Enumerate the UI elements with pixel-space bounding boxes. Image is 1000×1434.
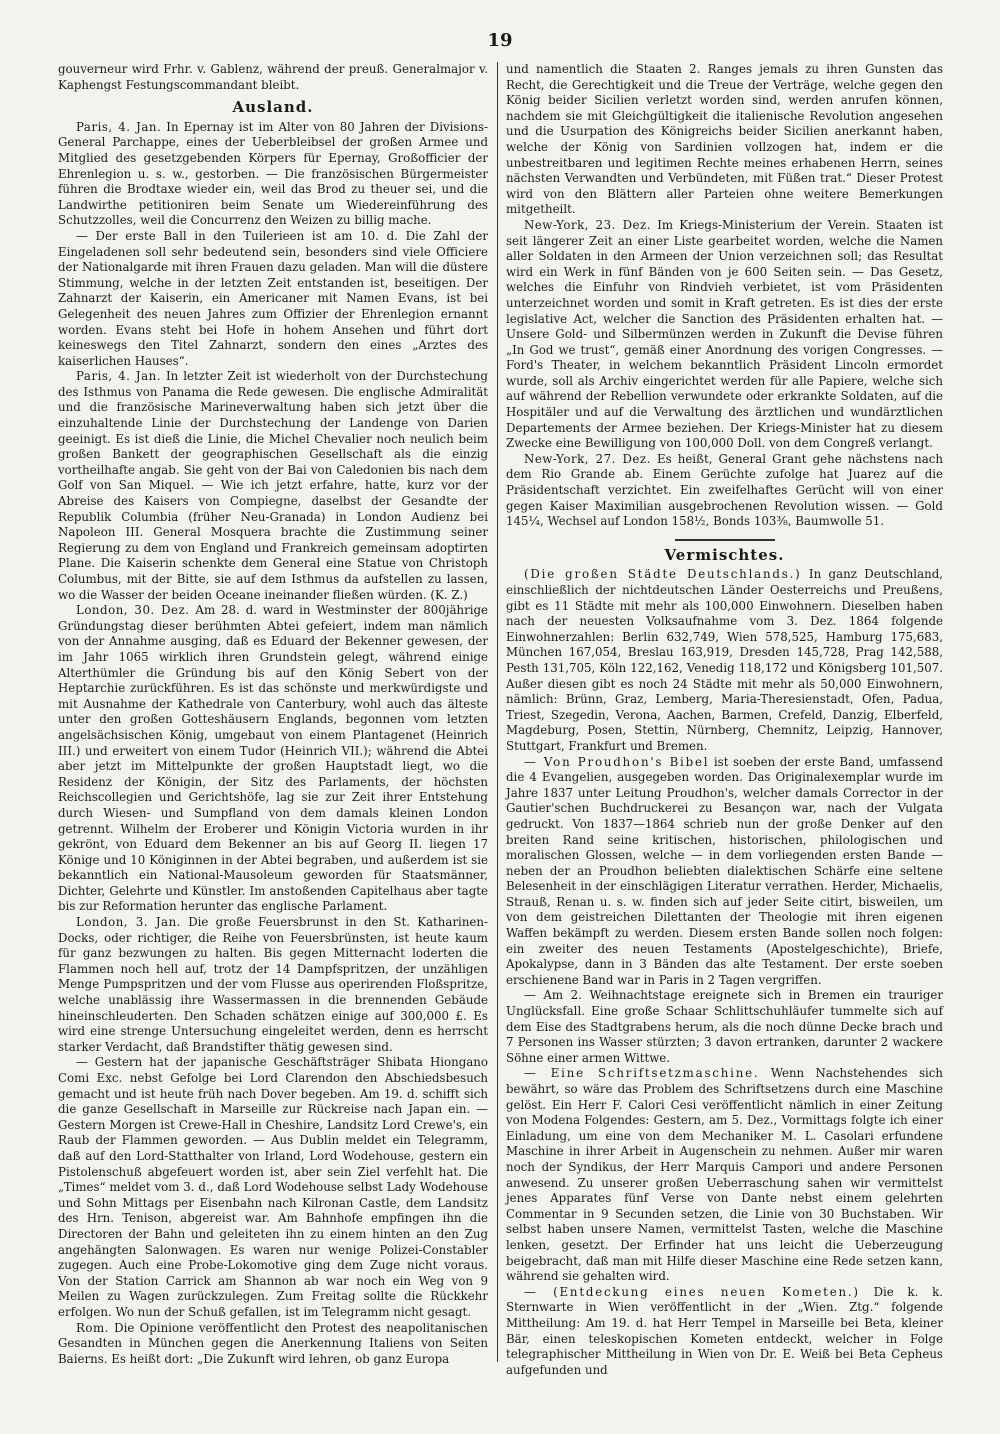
article-dateline: London, 30. Dez. xyxy=(76,603,190,618)
article xyxy=(58,120,488,229)
article xyxy=(58,915,488,1055)
misc-item-lead: (Die großen Städte Deutschlands.) xyxy=(524,567,802,582)
page-number: 19 xyxy=(487,30,513,51)
article-text: In letzter Zeit ist wiederholt von der Durchstechung des Isthmus von Panama die Rede gewesen. Die englische Admiralität und die französische Marineverwaltung haben sich jetzt über die einzuhaltende Linie der Durchstechung der Landenge von Darien geeinigt. Es ist dieß die Linie, die Michel Chevalier noch neulich beim großen Bankett der geographischen Gesellschaft als die einzig vortheilhafte angab. Sie geht von der Bai von Caledonien bis nach dem Golf von San Miquel. — Wie ich jetzt erfahre, hatte, kurz vor der Abreise des Kaisers von Compiegne, daselbst der Gesandte der Republik Columbia (früher Neu-Granada) in London Audienz bei Napoleon III. General Mosquera brachte die Zustimmung seiner Regierung zu dem von England und Frankreich gemeinsam adoptirten Plane. Die Kaiserin schenkte dem General eine Statue von Christoph Columbus, mit der Bitte, sie auf dem Isthmus da aufstellen zu lassen, wo die Wasser der beiden Oceane ineinander fließen würden. (K. Z.) xyxy=(58,369,488,602)
misc-item xyxy=(506,567,943,754)
misc-item-lead: — Am 2. Weihnachtstage xyxy=(524,988,685,1003)
misc-item xyxy=(506,988,943,1066)
section-heading-vermischtes: Vermischtes. xyxy=(664,545,785,564)
article-dateline: Rom. xyxy=(76,1320,109,1335)
article-text: und namentlich die Staaten 2. Ranges jemals zu ihren Gunsten das Recht, die Gerechtigkeit und die Treue der Verträge, welche gegen den König beider Sicilien verletzt worden sind, werden anrufen können, nachdem sie mit Gleichgültigkeit die italienische Revolution angesehen und die Usurpation des Königreichs beider Sicilien anerkannt haben, welche der König von Sardinien vollzogen hat, indem er die unbestreitbaren und legitimen Rechte meines erhabenen Herrn, seines nächsten Verwandten und Verbündeten, mit Füßen trat.“ Dieser Protest wird von den Blättern aller Parteien ohne weitere Bemerkungen mitgetheilt. xyxy=(506,62,943,217)
section-heading-ausland: Ausland. xyxy=(232,98,314,117)
right-column xyxy=(506,62,943,1378)
article xyxy=(58,1055,488,1320)
article-text: In Epernay ist im Alter von 80 Jahren der Divisions-General Parchappe, eines der Ueberbleibsel der großen Armee und Mitglied des gesetzgebenden Körpers für Epernay, Großofficier der Ehrenlegion u. s. w., gestorben. — Die französischen Bürgermeister führen die Brodtaxe wieder ein, weil das Brod zu theuer sei, und die Landwirthe petitioniren beim Senate um Wiedereinführung des Schutzzolles, weil die Concurrenz den Weizen zu billig mache. xyxy=(58,119,488,228)
article xyxy=(58,229,488,369)
article-text: Im Kriegs-Ministerium der Verein. Staaten ist seit längerer Zeit an einer Liste gearbeitet worden, welche die Namen aller Soldaten in den Armeen der Union verzeichnen soll; das Resultat wird ein Werk in fünf Bänden von je 600 Seiten sein. — Das Gesetz, welches die Einfuhr von Rindvieh verbietet, ist vom Präsidenten unterzeichnet worden und somit in Kraft getreten. Es ist dies der erste legislative Act, welcher die Sanction des Präsidenten erhalten hat. — Unsere Gold- und Silbermünzen werden in Zukunft die Devise führen „In God we trust“, gemäß einer Anordnung des vorigen Congresses. — Ford's Theater, in welchem bekanntlich Präsident Lincoln ermordet wurde, soll als Archiv eingerichtet werden für alle Papiere, welche sich auf während der Rebellion verwundete oder erkrankte Soldaten, auf die Hospitäler und auf die Verwaltung des ärztlichen und wundärztlichen Departements der Armee beziehen. Der Kriegs-Minister hat zu diesem Zwecke eine Bewilligung von 100,000 Doll. von dem Congreß verlangt. xyxy=(506,217,943,451)
misc-item-text: ereignete sich in Bremen ein trauriger Unglücksfall. Eine große Schaar Schlittschuhläufer tummelte sich auf dem Eise des Stadtgrabens herum, als die noch dünne Decke brach und 7 Personen ins Wasser stürzten; 3 davon ertranken, darunter 2 wackere Söhne einer armen Wittwe. xyxy=(506,988,944,1065)
article-text: Es heißt, General Grant gehe nächstens nach dem Rio Grande ab. Einem Gerüchte zufolge hat Juarez auf die Präsidentschaft verzichtet. Ein zweifelhaftes Gerücht will von einer gegen Kaiser Maximilian ausgebrochenen Revolution wissen. — Gold 145¼, Wechsel auf London 158½, Bonds 103⅜, Baumwolle 51. xyxy=(506,451,944,529)
article-text: — Gestern hat der japanische Geschäftsträger Shibata Hiongano Comi Exc. nebst Gefolge bei Lord Clarendon den Abschiedsbesuch gemacht und ist heute früh nach Dover begeben. Am 19. d. schifft sich die ganze Gesellschaft in Marseille zur Rückreise nach Japan ein. — Gestern Morgen ist Crewe-Hall in Cheshire, Landsitz Lord Crewe's, ein Raub der Flammen geworden. — Aus Dublin meldet ein Telegramm, daß auf den Lord-Statthalter von Irland, Lord Wodehouse, gestern ein Pistolenschuß abgefeuert worden ist, aber sein Ziel verfehlt hat. Die „Times“ meldet vom 3. d., daß Lord Wodehouse selbst Lady Wodehouse und Sohn Mittags per Eisenbahn nach Kilronan Castle, dem Landsitz des Hrn. Tenison, abgereist war. Am Bahnhofe empfingen ihn die Directoren der Bahn und geleiteten ihn zu einem hinten an den Zug angehängten Salonwagen. Es waren nur wenige Polizei-Constabler zugegen. Auch eine Probe-Lokomotive ging dem Zuge nicht voraus. Von der Station Carrick am Shannon ab war noch ein Weg von 9 Meilen zu Wagen zurückzulegen. Zum Freitag sollte die Rückkehr erfolgen. Wo nun der Schuß gefallen, ist im Telegramm nicht gesagt. xyxy=(58,1055,488,1319)
article-dateline: London, 3. Jan. xyxy=(76,915,181,930)
article xyxy=(506,218,943,452)
misc-item-text: Wenn Nachstehendes sich bewährt, so wäre das Problem des Schriftsetzens durch eine Maschine gelöst. Ein Herr F. Calori Cesi veröffentlicht nämlich in einer Zeitung von Modena Folgendes: Gestern, am 5. Dez., Vormittags folgte ich einer Einladung, um eine von dem Mechaniker M. L. Casolari erfundene Maschine in ihrer Arbeit in Augenschein zu nehmen. Außer mir waren noch der Syndikus, der Herr Marquis Campori und andere Personen anwesend. Zu unserer großen Ueberraschung sahen wir vermittelst jenes Apparates fünf Verse von Dante nebst einem gelehrten Commentar in 9 Secunden setzen, die Linie von 30 Buchstaben. Wir selbst haben unsere Namen, vermittelst Tasten, welche die Maschine lenken, gesetzt. Der Erfinder hat uns leicht die Ueberzeugung beigebracht, daß man mit Hilfe dieser Maschine eine Rede setzen kann, während sie gehalten wird. xyxy=(506,1066,943,1284)
misc-item-text: In ganz Deutschland, einschließlich der nichtdeutschen Länder Oesterreichs und Preußens, gibt es 11 Städte mit mehr als 100,000 Einwohnern. Dieselben haben nach der neuesten Volksaufnahme vom 3. Dez. 1864 folgende Einwohnerzahlen: Berlin 632,749, Wien 578,525, Hamburg 175,683, München 167,054, Breslau 163,919, Dresden 145,728, Prag 142,588, Pesth 131,705, Köln 122,162, Venedig 118,172 und Königsberg 101,507. Außer diesen gibt es noch 24 Städte mit mehr als 50,000 Einwohnern, nämlich: Brünn, Graz, Lemberg, Maria-Theresienstadt, Ofen, Padua, Triest, Szegedin, Verona, Aachen, Barmen, Crefeld, Danzig, Elberfeld, Magdeburg, Posen, Stettin, Nürnberg, Chemnitz, Leipzig, Hannover, Stuttgart, Frankfurt und Bremen. xyxy=(506,567,944,753)
column-divider xyxy=(497,62,498,1362)
article xyxy=(58,1321,488,1368)
article xyxy=(506,62,943,218)
article-text: — Der erste Ball in den Tuilerieen ist am 10. d. Die Zahl der Eingeladenen soll sehr bedeutend sein, besonders sind viele Officiere der Nationalgarde mit ihren Frauen dazu geladen. Man will die düstere Stimmung, welche in der letzten Zeit entstanden ist, beseitigen. Der Zahnarzt der Kaiserin, ein Americaner mit Namen Evans, ist bei Gelegenheit des neuen Jahres zum Offizier der Ehrenlegion ernannt worden. Evans steht bei Hofe in hohem Ansehen und führt dort keineswegs den Titel Zahnarzt, sondern den eines „Arztes des kaiserlichen Hauses“. xyxy=(58,228,488,368)
article-text: Die große Feuersbrunst in den St. Katharinen-Docks, oder richtiger, die Reihe von Feuersbrünsten, ist heute kaum für ganz bezwungen zu halten. Bis gegen Mitternacht loderten die Flammen noch hell auf, trotz der 14 Dampfspritzen, der unzähligen Menge Pumpspritzen und der vom Flusse aus operirenden Floßspritze, welche unablässig ihre Wassermassen in die brennenden Gebäude hineinschleuderten. Den Schaden schätzen einige auf 300,000 £. Es wird eine strenge Untersuchung eingeleitet werden, denn es herrscht starker Verdacht, daß Brandstifter thätig gewesen sind. xyxy=(58,915,488,1054)
article xyxy=(506,452,943,530)
article-dateline: New-York, 27. Dez. xyxy=(524,451,651,466)
left-column xyxy=(58,62,488,1367)
article xyxy=(58,369,488,603)
misc-item xyxy=(506,1285,943,1379)
misc-item-lead: — (Entdeckung eines neuen Kometen.) xyxy=(524,1284,860,1299)
misc-item xyxy=(506,1066,943,1284)
article-dateline: New-York, 23. Dez. xyxy=(524,217,652,232)
misc-item-text: ist soeben der erste Band, umfassend die 4 Evangelien, ausgegeben worden. Das Originalexemplar wurde im Jahre 1837 unter Leitung Proudhon's, welcher damals Corrector in der Gautier'schen Buchdruckerei zu Besançon war, nach der Vulgata gedruckt. Von 1837—1864 schrieb nun der große Denker auf den breiten Rand seine kritischen, historischen, philologischen und moralischen Glossen, welche — in dem vorliegenden ersten Bande — neben der an Proudhon beliebten dialektischen Schärfe eine seltene Belesenheit in der einschlägigen Literatur verrathen. Herder, Michaelis, Strauß, Renan u. s. w. finden sich auf jeder Seite citirt, bisweilen, um von dem geistreichen Dilettanten der Theologie mit ihren eigenen Waffen bekämpft zu werden. Diesem ersten Bande sollen noch folgen: ein zweiter des neuen Testaments (Apostelgeschichte), Briefe, Apokalypse, dann in 3 Bänden das alte Testament. Der erste soeben erschienene Band war in Paris in 2 Tagen vergriffen. xyxy=(506,754,943,987)
article xyxy=(58,603,488,915)
article-dateline: Paris, 4. Jan. xyxy=(76,119,162,134)
article-text: Die Opinione veröffentlicht den Protest des neapolitanischen Gesandten in München gegen die Anerkennung Italiens von Seiten Baierns. Es heißt dort: „Die Zukunft wird lehren, ob ganz Europa xyxy=(58,1320,488,1366)
misc-item xyxy=(506,755,943,989)
article-text: Am 28. d. ward in Westminster der 800jährige Gründungstag dieser berühmten Abtei gefeiert, indem man nämlich von der Annahme ausging, daß es Eduard der Bekenner gewesen, der im Jahr 1065 wirklich ihren Grundstein gelegt, während einige Alterthümler die Gründung bis auf den König Sebert von der Heptarchie zurückführen. Es ist das schönste und merkwürdigste und mit Ausnahme der Kathedrale von Canterbury, wohl auch das älteste unter den großen Gotteshäusern Englands, begonnen vom letzten angelsächsischen König, umgebaut von einem Plantagenet (Heinrich III.) und erweitert von einem Tudor (Heinrich VII.); während die Abtei aber jetzt im Mittelpunkte der großen Hauptstadt liegt, wo die Residenz der Königin, der Sitz des Parlaments, der höchsten Reichscollegien und Gerichtshöfe, lag sie zur Zeit ihrer Entstehung durch Wiesen- und Sumpfland von dem damals kleinen London getrennt. Wilhelm der Eroberer und Königin Victoria wurden in ihr gekrönt, von Eduard dem Bekenner an bis auf Georg II. liegen 17 Könige und 10 Königinnen in der Abtei begraben, und außerdem ist sie bekanntlich ein National-Mausoleum geworden für Staatsmänner, Dichter, Gelehrte und Künstler. Im anstoßenden Capitelhaus aber tagte bis zur Reformation herunter das englische Parlament. xyxy=(58,603,489,914)
misc-item-text: Die k. k. Sternwarte in Wien veröffentlicht in der „Wien. Ztg.“ folgende Mittheilung: Am 19. d. hat Herr Tempel in Marseille bei Beta, kleiner Bär, einen teleskopischen Kometen entdeckt, welcher in Folge telegraphischer Mittheilung in Wien von Dr. E. Weiß bei Beta Cepheus aufgefunden und xyxy=(506,1284,944,1377)
intro-paragraph: gouverneur wird Frhr. v. Gablenz, während der preuß. Generalmajor v. Kaphengst Festungscommandant bleibt. xyxy=(58,62,488,92)
misc-item-lead: — Von Proudhon's Bibel xyxy=(524,754,710,769)
article-dateline: Paris, 4. Jan. xyxy=(76,369,162,384)
section-divider xyxy=(675,539,775,541)
misc-item-lead: — Eine Schriftsetzmaschine. xyxy=(524,1066,760,1081)
